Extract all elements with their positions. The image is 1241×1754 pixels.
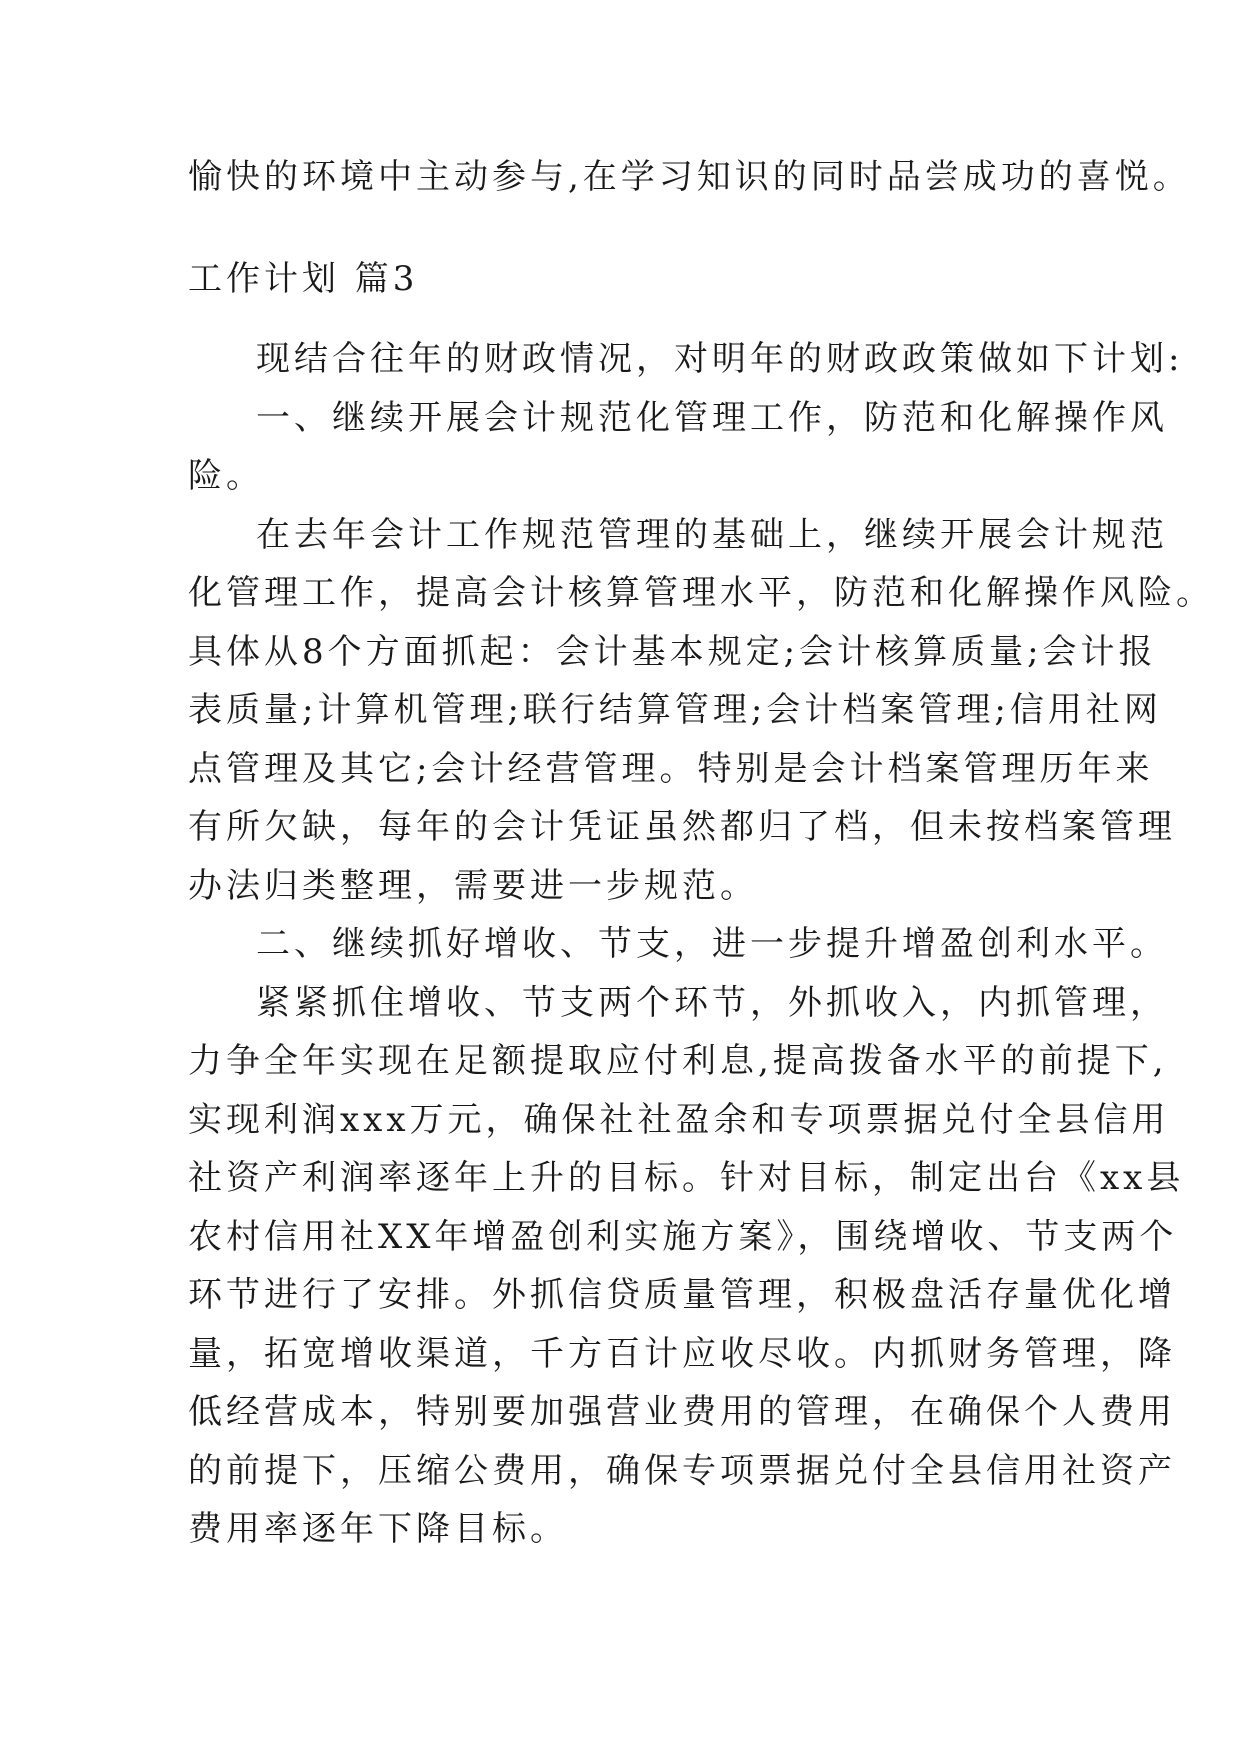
paragraph-line: 点管理及其它;会计经营管理。特别是会计档案管理历年来 — [188, 748, 1154, 789]
document-body — [188, 330, 1214, 1559]
paragraph-intro-line: 现结合往年的财政情况，对明年的财政政策做如下计划: — [256, 339, 1184, 379]
paragraph-line: 的前提下，压缩公费用，确保专项票据兑付全县信用社资产 — [188, 1450, 1176, 1491]
paragraph-line: 具体从8个方面抓起：会计基本规定;会计核算质量;会计报 — [188, 631, 1157, 672]
section-heading-block — [188, 250, 1064, 309]
paragraph-line: 环节进行了安排。外抓信贷质量管理，积极盘活存量优化增 — [188, 1275, 1176, 1315]
item-one-heading-line: 险。 — [188, 456, 264, 496]
item-one-heading-line: 一、继续开展会计规范化管理工作，防范和化解操作风 — [256, 397, 1168, 438]
paragraph-line: 办法归类整理，需要进一步规范。 — [188, 865, 758, 906]
paragraph-line: 表质量;计算机管理;联行结算管理;会计档案管理;信用社网 — [188, 690, 1162, 730]
paragraph-line: 费用率逐年下降目标。 — [188, 1509, 568, 1549]
paragraph-line: 化管理工作，提高会计核算管理水平，防范和化解操作风险。 — [188, 573, 1214, 613]
paragraph-line: 量，拓宽增收渠道，千方百计应收尽收。内抓财务管理，降 — [188, 1333, 1176, 1374]
paragraph-line: 有所欠缺，每年的会计凭证虽然都归了档，但未按档案管理 — [188, 807, 1176, 847]
intro-paragraph-tail — [188, 148, 1191, 207]
section-heading: 工作计划 篇3 — [188, 259, 419, 299]
item-two-heading-line: 二、继续抓好增收、节支，进一步提升增盈创利水平。 — [256, 924, 1168, 964]
paragraph-line: 低经营成本，特别要加强营业费用的管理，在确保个人费用 — [188, 1392, 1176, 1432]
paragraph-line: 社资产利润率逐年上升的目标。针对目标，制定出台《xx县 — [188, 1158, 1185, 1198]
paragraph-line: 力争全年实现在足额提取应付利息,提高拨备水平的前提下, — [188, 1041, 1168, 1081]
paragraph-line: 实现利润xxx万元，确保社社盈余和专项票据兑付全县信用 — [188, 1099, 1170, 1140]
text-line: 愉快的环境中主动参与,在学习知识的同时品尝成功的喜悦。 — [188, 157, 1191, 197]
paragraph-line: 紧紧抓住增收、节支两个环节，外抓收入，内抓管理， — [256, 982, 1168, 1023]
paragraph-line: 在去年会计工作规范管理的基础上，继续开展会计规范 — [256, 514, 1168, 555]
paragraph-line: 农村信用社XX年增盈创利实施方案》，围绕增收、节支两个 — [188, 1216, 1178, 1257]
